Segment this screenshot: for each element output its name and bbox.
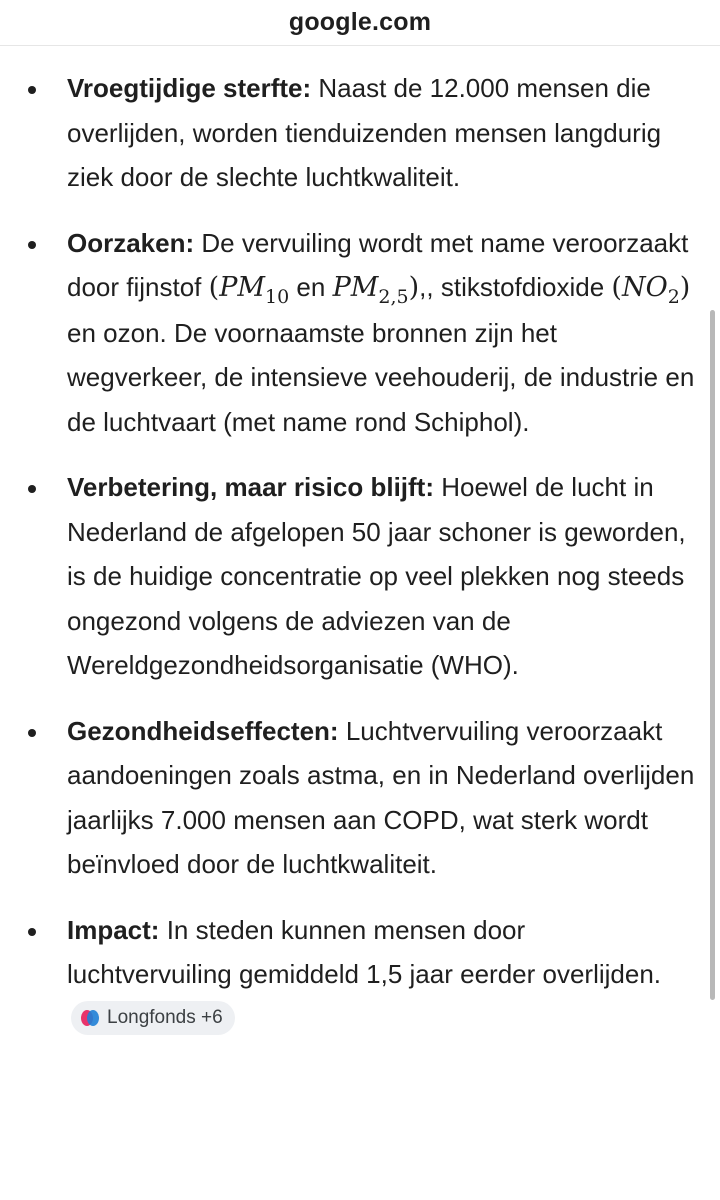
item-title: Verbetering, maar risico blijft: [67,472,434,502]
item-text: In steden kunnen mensen door luchtvervuiling gemiddeld 1,5 jaar eerder overlijden. [67,914,662,989]
source-chip[interactable] [71,1001,235,1035]
math-pm10 [208,272,290,308]
item-text: Hoewel de lucht in Nederland de afgelopen 50 jaar schoner is geworden, is de huidige concentratie op veel plekken nog steeds ongezond volgens de adviezen van de Wereldgezondheidsorganisatie (WHO). [67,472,686,680]
pm10-base: PM [219,272,266,303]
pm10-sub: 10 [265,286,290,308]
list-item [0,465,720,688]
math-pm25 [332,272,420,308]
pm25-sub: 2,5 [378,286,409,308]
pm25-base: PM [332,272,379,303]
comma: , [419,272,427,302]
item-text: en ozon. De voornaamste bronnen zijn het wegverkeer, de intensieve veehouderij, de industrie en de luchtvaart (met name rond Schiphol). [67,317,695,437]
paren-close: ) [408,272,420,303]
item-text: De vervuiling wordt met name veroorzaakt door fijnstof [67,227,689,302]
no2-sub: 2 [667,286,680,308]
paren-open: ( [208,272,220,303]
bullet-dot [28,86,36,94]
bullet-dot [28,485,36,493]
math-no2 [611,272,691,308]
item-text: en [289,272,333,302]
url-text: google.com [288,8,432,36]
list-item [0,66,720,200]
item-text: Luchtvervuiling veroorzaakt aandoeningen zoals astma, en in Nederland overlijden jaarlijks 7.000 mensen aan COPD, wat sterk wordt beïnvloed door de luchtkwaliteit. [67,715,695,879]
item-text: Naast de 12.000 mensen die overlijden, worden tienduizenden mensen langdurig ziek door de slechte luchtkwaliteit. [67,73,662,192]
list-item [0,908,720,1042]
bullet-list [0,66,720,1041]
bullet-dot [28,729,36,737]
longfonds-logo-icon [79,1009,101,1027]
item-title: Impact: [67,914,160,945]
item-title: Oorzaken: [67,227,195,258]
item-title: Vroegtijdige sterfte: [67,73,312,103]
paren-open: ( [611,272,622,303]
address-bar[interactable] [0,0,720,46]
source-chip-label: Longfonds +6 [107,1006,223,1028]
item-text: , stikstofdioxide [426,272,612,302]
answer-content [0,66,720,1041]
list-item [0,221,720,445]
paren-close: ) [679,272,691,303]
bullet-dot [28,241,36,249]
scrollbar[interactable] [710,310,715,1000]
no2-base: NO [621,272,668,303]
item-title: Gezondheidseffecten: [67,715,339,746]
list-item [0,709,720,887]
bullet-dot [28,928,36,936]
